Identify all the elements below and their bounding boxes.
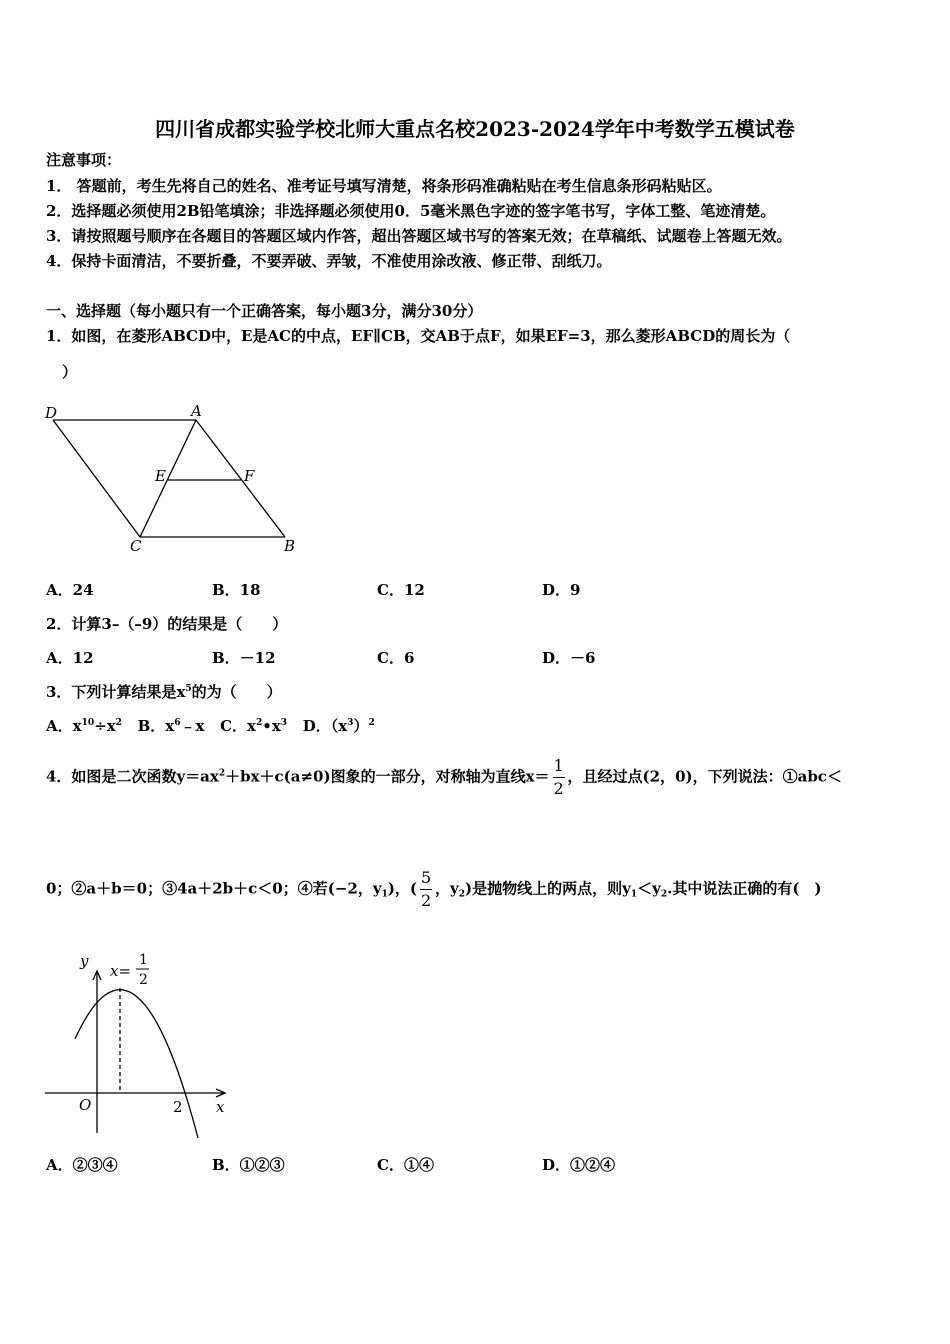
t: ﹣x bbox=[180, 717, 205, 735]
exp: 3 bbox=[280, 718, 288, 728]
exp: 6 bbox=[174, 718, 181, 728]
q1-option-a[interactable]: A．24 bbox=[46, 581, 94, 599]
axis-eq-den: 2 bbox=[139, 972, 148, 988]
exp: 2 bbox=[218, 768, 226, 779]
sub: 1 bbox=[381, 889, 388, 900]
num: 5 bbox=[420, 868, 432, 887]
note-item: 3．请按照题号顺序在各题目的答题区域内作答，超出答题区域书写的答案无效；在草稿纸、试题卷上答题无效。 bbox=[46, 227, 792, 245]
question-4-line-2 bbox=[46, 869, 822, 910]
sub: 2 bbox=[660, 889, 668, 900]
num: 1 bbox=[553, 756, 564, 775]
exp: 2 bbox=[255, 718, 263, 728]
x-label: x bbox=[216, 1098, 225, 1116]
note-item: 4．保持卡面清洁，不要折叠，不要弄破、弄皱，不准使用涂改液、修正带、刮纸刀。 bbox=[46, 252, 612, 270]
t: 4．如图是二次函数y＝ax bbox=[46, 767, 219, 786]
question-2-text: 2．计算3–（–9）的结果是（ ） bbox=[46, 615, 288, 633]
q1-option-d[interactable]: D．9 bbox=[542, 581, 581, 599]
fraction-five-halves bbox=[420, 869, 432, 910]
q4-option-b[interactable]: B．①②③ bbox=[212, 1156, 285, 1174]
sub: 2 bbox=[458, 889, 466, 900]
q3-text: 3．下列计算结果是x bbox=[46, 683, 186, 701]
question-1-paren: ） bbox=[62, 363, 78, 381]
t: B．x bbox=[137, 717, 175, 735]
q3-option-a[interactable] bbox=[46, 717, 122, 735]
label-D: D bbox=[45, 404, 58, 422]
fraction-one-half bbox=[553, 757, 565, 798]
exp: 3 bbox=[347, 718, 354, 728]
t: •x bbox=[262, 717, 281, 735]
y-label: y bbox=[80, 952, 89, 970]
note-item: 1． 答题前，考生先将自己的姓名、准考证号填写清楚，将条形码准确粘贴在考生信息条形码粘贴区。 bbox=[46, 177, 722, 195]
label-B: B bbox=[284, 537, 296, 555]
t: )是抛物线上的两点，则y bbox=[465, 879, 631, 898]
q1-option-b[interactable]: B．18 bbox=[212, 581, 261, 599]
t: .其中说法正确的有( ) bbox=[667, 879, 822, 898]
exp: 2 bbox=[368, 718, 375, 728]
q2-option-a[interactable]: A．12 bbox=[46, 649, 94, 667]
t: D．（x bbox=[302, 717, 348, 735]
t: ，y bbox=[435, 879, 459, 898]
label-C: C bbox=[130, 537, 142, 555]
page-title: 四川省成都实验学校北师大重点名校2023-2024学年中考数学五模试卷 bbox=[155, 117, 795, 141]
notes-heading: 注意事项： bbox=[46, 151, 122, 169]
tick-2-label: 2 bbox=[173, 1098, 183, 1116]
den: 2 bbox=[553, 779, 564, 798]
q3-exp: 5 bbox=[185, 684, 192, 694]
axis-eq-num: 1 bbox=[139, 952, 148, 968]
q3-options bbox=[46, 716, 375, 736]
t: C．x bbox=[220, 717, 256, 735]
parabola-curve bbox=[75, 990, 198, 1138]
axis-eq-label: x= bbox=[110, 962, 132, 980]
t: ，且经过点(2，0)，下列说法：①abc＜ bbox=[567, 767, 842, 786]
note-item: 2．选择题必须使用2B铅笔填涂；非选择题必须使用0．5毫米黑色字迹的签字笔书写，字体工整、笔迹清楚。 bbox=[46, 202, 776, 220]
question-3-text bbox=[46, 682, 282, 702]
q4-option-a[interactable]: A．②③④ bbox=[46, 1156, 118, 1174]
q3-text: 的为（ ） bbox=[191, 683, 282, 701]
t: ） bbox=[353, 717, 369, 735]
q4-option-c[interactable]: C．①④ bbox=[377, 1156, 434, 1174]
t: )，( bbox=[387, 879, 418, 898]
label-A: A bbox=[191, 402, 202, 420]
label-E: E bbox=[155, 467, 166, 485]
q3-option-d[interactable] bbox=[303, 717, 375, 735]
t: 0；②a＋b＝0；③4a＋2b＋c＜0；④若(−2，y bbox=[46, 879, 382, 898]
q4-option-d[interactable]: D．①②④ bbox=[542, 1156, 616, 1174]
sub: 1 bbox=[630, 889, 638, 900]
t: ÷x bbox=[94, 717, 116, 735]
t: ＜y bbox=[637, 879, 661, 898]
question-4-line-1 bbox=[46, 757, 842, 798]
q2-option-d[interactable]: D．－6 bbox=[542, 649, 596, 667]
q3-option-b[interactable] bbox=[138, 717, 205, 735]
den: 2 bbox=[420, 891, 432, 910]
t: A．x bbox=[46, 717, 82, 735]
section-heading: 一、选择题（每小题只有一个正确答案，每小题3分，满分30分） bbox=[46, 302, 483, 320]
exp: 2 bbox=[115, 718, 122, 728]
q2-option-b[interactable]: B．－12 bbox=[212, 649, 276, 667]
exp: 10 bbox=[81, 718, 95, 728]
q2-option-c[interactable]: C．6 bbox=[377, 649, 415, 667]
q3-option-c[interactable] bbox=[220, 717, 287, 735]
origin-label: O bbox=[79, 1096, 92, 1114]
q1-option-c[interactable]: C．12 bbox=[377, 581, 425, 599]
t: ＋bx＋c(a≠0)图象的一部分，对称轴为直线x＝ bbox=[225, 767, 550, 786]
label-F: F bbox=[244, 467, 255, 485]
question-1-text: 1．如图，在菱形ABCD中，E是AC的中点，EF∥CB，交AB于点F，如果EF=3，那么菱形ABCD的周长为（ bbox=[46, 327, 791, 345]
